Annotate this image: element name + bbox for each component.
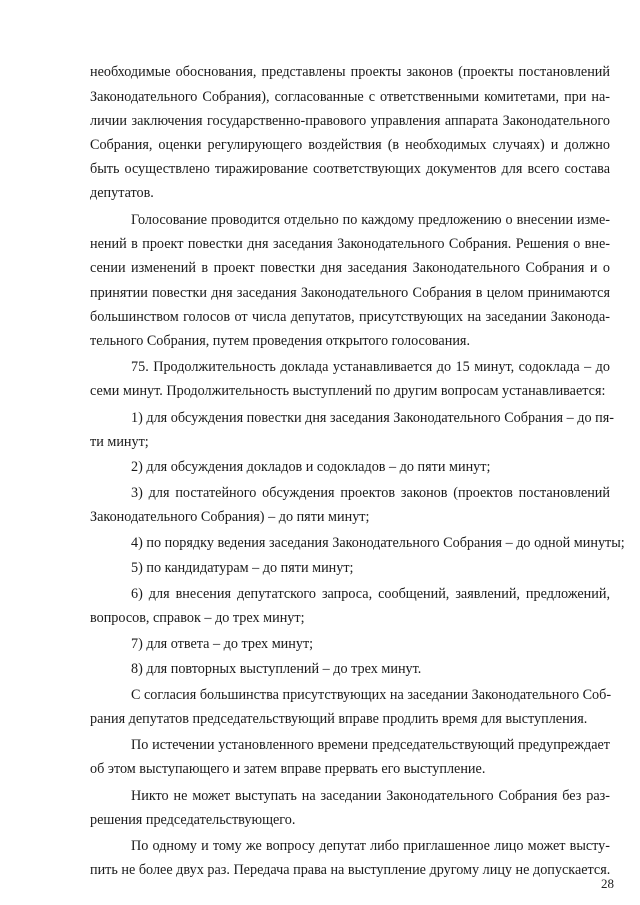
text-line: 3) для постатейного обсуждения проектов законов (проектов постановлений <box>131 485 610 501</box>
text-line: большинством голосов от числа депутатов, присутствующих на заседании Законода- <box>90 309 610 325</box>
text-line: быть осуществлено тиражирование соответствующих документов для всего состава <box>90 161 610 177</box>
text-line: об этом выступающего и затем вправе прервать его выступление. <box>90 761 486 777</box>
text-line: принятии повестки дня заседания Законодательного Собрания в целом принимаются <box>90 285 610 301</box>
text-line: С согласия большинства присутствующих на заседании Законодательного Соб- <box>131 687 612 703</box>
text-line: Никто не может выступать на заседании Законодательного Собрания без раз- <box>131 788 610 804</box>
text-line: Законодательного Собрания) – до пяти минут; <box>90 509 370 525</box>
text-line: необходимые обоснования, представлены проекты законов (проекты постановлений <box>90 64 610 80</box>
text-line: 8) для повторных выступлений – до трех минут. <box>131 661 422 677</box>
text-line: Законодательного Собрания), согласованные с ответственными комитетами, при на- <box>90 89 610 105</box>
text-line: По истечении установленного времени председательствующий предупреждает <box>131 737 610 753</box>
text-line: 6) для внесения депутатского запроса, сообщений, заявлений, предложений, <box>131 586 610 602</box>
text-line: По одному и тому же вопросу депутат либо приглашенное лицо может высту- <box>131 838 610 854</box>
text-line: депутатов. <box>90 185 154 201</box>
text-line: решения председательствующего. <box>90 812 296 828</box>
text-line: нений в проект повестки дня заседания Законодательного Собрания. Решения о вне- <box>90 236 610 252</box>
text-line: сении изменений в проект повестки дня заседания Законодательного Собрания и о <box>90 260 610 276</box>
text-line: 1) для обсуждения повестки дня заседания Законодательного Собрания – до пя- <box>131 410 614 426</box>
text-line: Собрания, оценки регулирующего воздействия (в необходимых случаях) и должно <box>90 137 610 153</box>
text-line: 5) по кандидатурам – до пяти минут; <box>131 560 354 576</box>
text-line: 4) по порядку ведения заседания Законодательного Собрания – до одной минуты; <box>131 535 625 551</box>
text-line: тельного Собрания, путем проведения открытого голосования. <box>90 333 470 349</box>
text-line: 7) для ответа – до трех минут; <box>131 636 314 652</box>
text-line: 75. Продолжительность доклада устанавливается до 15 минут, содоклада – до <box>131 359 610 375</box>
text-line: ти минут; <box>90 434 149 450</box>
text-line: семи минут. Продолжительность выступлений по другим вопросам устанавливается: <box>90 383 606 399</box>
text-line: Голосование проводится отдельно по каждому предложению о внесении изме- <box>131 212 610 228</box>
page-number: 28 <box>601 876 614 891</box>
text-line: пить не более двух раз. Передача права на выступление другому лицу не допускается. <box>90 862 611 878</box>
text-line: личии заключения государственно-правового управления аппарата Законодательного <box>90 113 610 129</box>
text-line: 2) для обсуждения докладов и содокладов – до пяти минут; <box>131 459 491 475</box>
text-line: вопросов, справок – до трех минут; <box>90 610 305 626</box>
text-line: рания депутатов председательствующий вправе продлить время для выступления. <box>90 711 588 727</box>
